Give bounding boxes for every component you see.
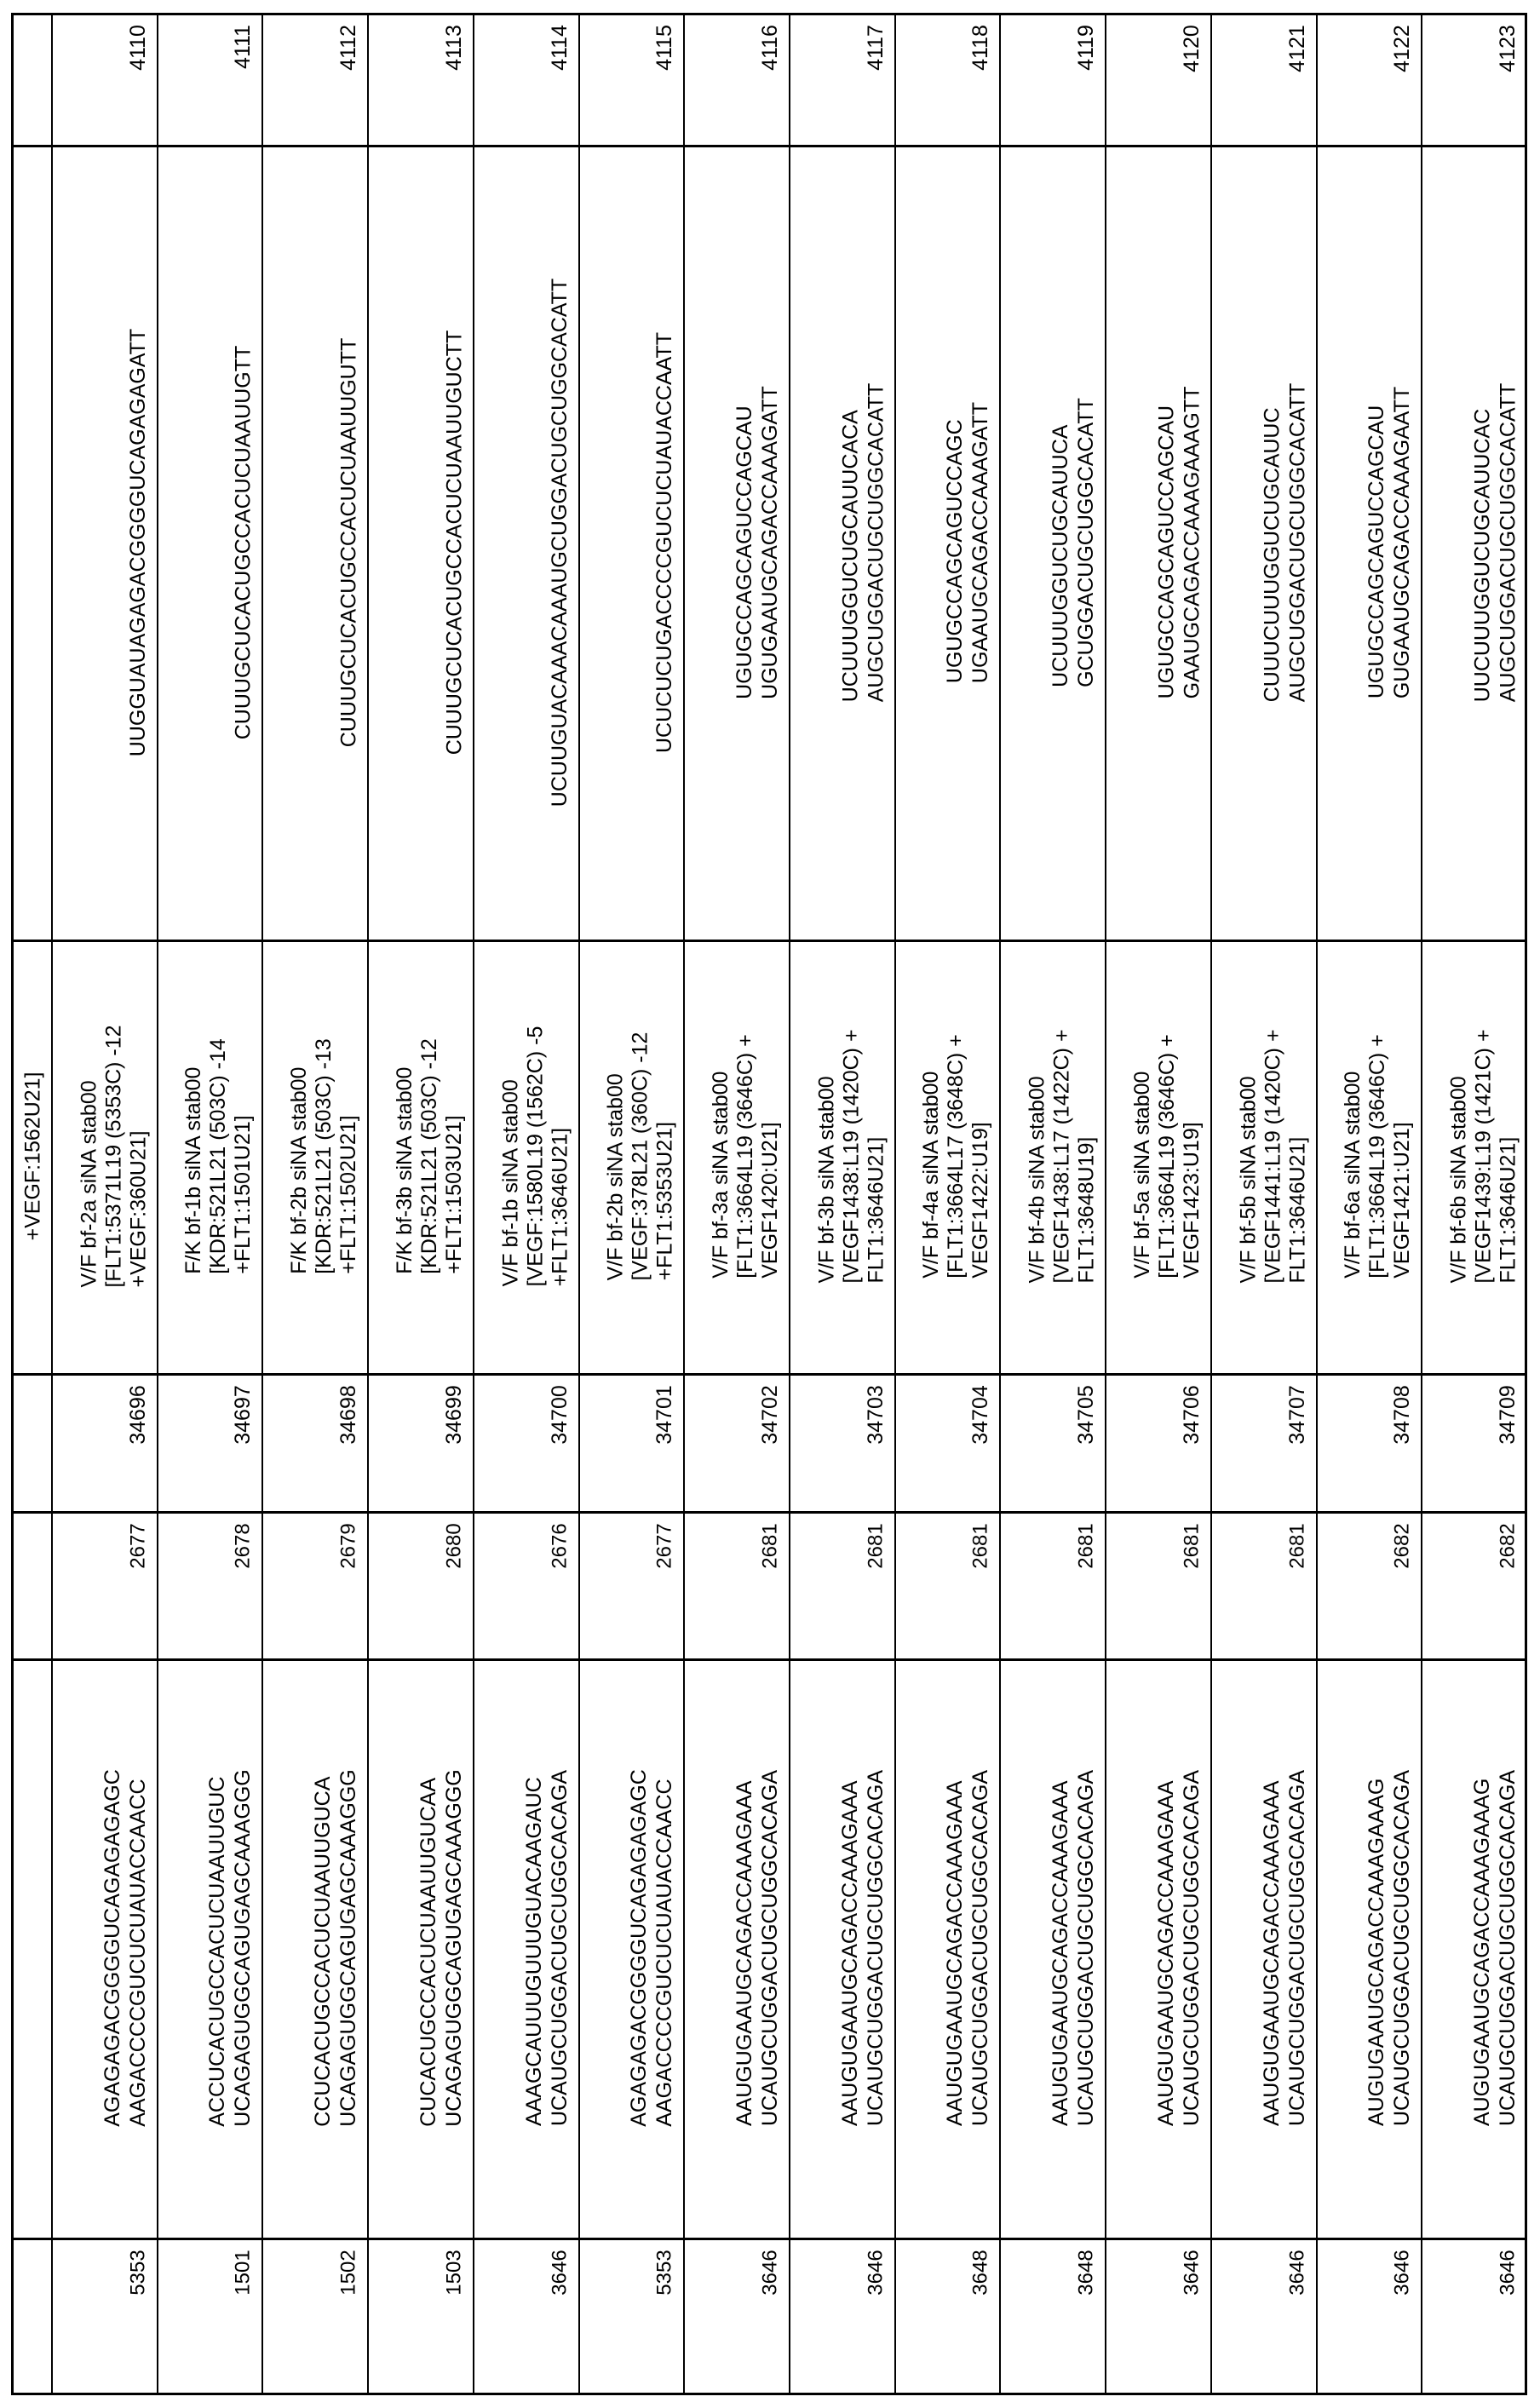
position-1: 3648 [1074,2249,1098,2296]
compound-id-cell [790,1373,895,1511]
construct-label-cell [1000,940,1106,1373]
construct-label-cell [684,940,790,1373]
sirna-sequence: UUGGUAUAGAGACGGGGUCAGAGAGATT [126,328,151,756]
label-continuation: +VEGF:1562U21] [20,1072,45,1241]
sirna-sequence: UGUGCCAGCAGUCCAGCAU GUGAAUGCAGACCAAAGAATT [1365,386,1415,698]
seq-id: 4117 [863,25,888,71]
position-2-cell [262,1511,368,1658]
position-2-cell [684,1511,790,1658]
seq-id: 4119 [1073,25,1098,71]
position-2-cell [158,1511,262,1658]
construct-label-cell [1211,940,1317,1373]
position-2: 2681 [1180,1522,1204,1569]
sirna-sequence: UCUCUCUGACCCCGUCUCUAUACCAATT [652,331,676,753]
position-1: 3646 [1496,2249,1520,2296]
position-2-cell [790,1511,895,1658]
position-1-cell [368,2238,474,2395]
position-1-cell [1211,2238,1317,2395]
target-sequence: AUGUGAAUGCAGACCAAAGAAAG UCAUGCUGGACUGCUGGCACAGA [1365,1769,1415,2127]
seq-id-cell [1422,13,1527,145]
construct-label-cell [1317,940,1422,1373]
seq-id: 4111 [230,25,255,69]
sirna-sequence: UCUUUGGUCUGCAUUCACA AUGCUGGACUGCUGGCACATT [837,382,888,702]
sirna-sequence-cell [1000,145,1106,940]
target-sequence-cell [1000,1658,1106,2238]
sirna-sequence: UUCUUUGGUCUGCAUUCAC AUGCUGGACUGCUGGCACATT [1469,382,1520,702]
compound-id: 34698 [336,1385,360,1445]
seq-id: 4114 [547,25,572,71]
sirna-sequence-cell [368,145,474,940]
sirna-sequence-cell [474,145,579,940]
seq-id: 4112 [336,25,360,71]
compound-id-cell [262,1373,368,1511]
position-1-cell [1422,2238,1527,2395]
seq-id-cell [895,13,1000,145]
seq-id-cell [684,13,790,145]
position-2: 2677 [126,1522,150,1569]
sirna-sequence-cell [579,145,684,940]
seq-id: 4123 [1495,25,1520,72]
compound-id-cell [1211,1373,1317,1511]
position-1-cell [579,2238,684,2395]
construct-label: V/F bf-4a siNA stab00 [FLT1:3664L17 (3648C) + VEGF1422:U19] [918,1034,992,1279]
position-2-cell [579,1511,684,1658]
target-sequence-cell [1422,1658,1527,2238]
seq-id: 4113 [441,25,466,71]
position-2-cell [1317,1511,1422,1658]
seq-id-cell [790,13,895,145]
sirna-sequence-cell [895,145,1000,940]
target-sequence: AAUGUGAAUGCAGACCAAAGAAA UCAUGCUGGACUGCUGGCACAGA [733,1769,783,2127]
compound-id-cell [474,1373,579,1511]
position-2: 2682 [1390,1522,1414,1569]
target-sequence: AUGUGAAUGCAGACCAAAGAAAG UCAUGCUGGACUGCUGGCACAGA [1470,1769,1520,2127]
position-1: 1503 [442,2249,466,2296]
construct-label-cell [158,940,262,1373]
position-2-cell [1422,1511,1527,1658]
construct-label: V/F bf-1b siNA stab00 [VEGF:1580L19 (1562C) -5 +FLT1:3646U21] [497,1026,572,1287]
position-1-cell [1000,2238,1106,2395]
construct-label: V/F bf-2a siNA stab00 [FLT1:5371L19 (5353C) -12 +VEGF:360U21] [77,1025,151,1288]
seq-id-cell [1317,13,1422,145]
sirna-sequence: CUUUGCUCACUGCCACUCUAAUUGUCTT [441,330,466,755]
compound-id: 34704 [968,1385,992,1445]
compound-id-cell [579,1373,684,1511]
seq-id: 4122 [1389,25,1414,72]
seq-id-cell [579,13,684,145]
sirna-sequence: UCUUGUACAAACAAAUGCUGGACUGCUGGCACATT [548,278,572,807]
target-sequence-cell [579,1658,684,2238]
sirna-sequence-cell [1317,145,1422,940]
position-2: 2681 [1074,1522,1098,1569]
position-1: 3648 [968,2249,992,2296]
construct-label-cell [368,940,474,1373]
position-1: 3646 [864,2249,888,2296]
target-sequence-cell [474,1658,579,2238]
target-sequence: AAUGUGAAUGCAGACCAAAGAAA UCAUGCUGGACUGCUGGCACAGA [1260,1769,1310,2127]
compound-id: 34702 [757,1385,782,1445]
position-2: 2676 [548,1522,572,1569]
position-1-cell [895,2238,1000,2395]
construct-label: V/F bf-3b siNA stab00 [VEGF1438:L19 (1420C) + FLT1:3646U21] [814,1029,888,1284]
construct-label-cell [1106,940,1211,1373]
target-sequence: AGAGAGACGGGGUCAGAGAGAGC AAGACCCCGUCUCUAUACCAACC [626,1769,676,2127]
compound-id: 34699 [441,1385,466,1445]
position-1: 3646 [1390,2249,1414,2296]
seq-id-cell [368,13,474,145]
target-sequence-cell [684,1658,790,2238]
position-1: 3646 [758,2249,782,2296]
target-sequence-cell [1106,1658,1211,2238]
compound-id: 34700 [547,1385,572,1445]
sirna-sequence: UGUGCCAGCAGUCCAGCAU GAAUGCAGACCAAAGAAAGTT [1153,386,1204,698]
compound-id: 34697 [230,1385,255,1445]
compound-id: 34707 [1284,1385,1309,1445]
seq-id: 4116 [757,25,782,71]
position-1-cell [1106,2238,1211,2395]
position-2: 2681 [968,1522,992,1569]
construct-label: V/F bf-6a siNA stab00 [FLT1:3664L19 (3646C) + VEGF1421:U21] [1340,1034,1414,1279]
position-1: 3646 [548,2249,572,2296]
construct-label-cell [52,940,158,1373]
construct-label: V/F bf-4b siNA stab00 [VEGF1438:L17 (1422C) + FLT1:3648U19] [1025,1029,1099,1284]
construct-label-cell [579,940,684,1373]
position-1-cell [158,2238,262,2395]
seq-id: 4110 [125,25,150,71]
position-2: 2681 [758,1522,782,1569]
target-sequence-cell [262,1658,368,2238]
construct-label: V/F bf-5a siNA stab00 [FLT1:3664L19 (3646C) + VEGF1423:U19] [1129,1034,1204,1279]
sirna-sequence: CUUUGCUCACUGCCACUCUAAUUGTT [230,345,255,739]
sirna-sequence: CUUUCUUUGGUCUGCAUUC AUGCUGGACUGCUGGCACATT [1259,382,1309,702]
seq-id-cell [158,13,262,145]
sirna-sequence-cell [262,145,368,940]
sirna-sequence-cell [158,145,262,940]
position-1: 5353 [126,2249,150,2296]
target-sequence: CCUCACUGCCACUCUAAUUGUCA UCAGAGUGGCAGUGAGCAAAGGG [310,1769,360,2127]
target-sequence: AAUGUGAAUGCAGACCAAAGAAA UCAUGCUGGACUGCUGGCACAGA [1049,1769,1099,2127]
position-1-cell [52,2238,158,2395]
compound-id-cell [684,1373,790,1511]
position-1-cell [474,2238,579,2395]
construct-label: F/K bf-3b siNA stab00 [KDR:521L21 (503C) -12 +FLT1:1503U21] [392,1038,466,1274]
position-1-cell [684,2238,790,2395]
target-sequence-cell [1317,1658,1422,2238]
position-2-cell [1211,1511,1317,1658]
compound-id-cell [1317,1373,1422,1511]
sirna-sequence-cell [1211,145,1317,940]
sirna-sequence: UGUGCCAGCAGUCCAGCAU UGUGAAUGCAGACCAAAGATT [732,385,782,699]
position-2-cell [1000,1511,1106,1658]
target-sequence-cell [158,1658,262,2238]
construct-label-cell [1422,940,1527,1373]
compound-id-cell [1106,1373,1211,1511]
position-1-cell [262,2238,368,2395]
construct-label: V/F bf-2b siNA stab00 [VEGF:378L21 (360C) -12 +FLT1:5353U21] [602,1032,676,1281]
sirna-sequence-cell [684,145,790,940]
target-sequence: AAUGUGAAUGCAGACCAAAGAAA UCAUGCUGGACUGCUGGCACAGA [943,1769,993,2127]
compound-id: 34706 [1179,1385,1204,1445]
position-2: 2679 [336,1522,360,1569]
compound-id-cell [158,1373,262,1511]
construct-label: F/K bf-1b siNA stab00 [KDR:521L21 (503C) -14 +FLT1:1501U21] [181,1038,255,1274]
target-sequence: AAAGCAUUUGUUUGUACAAGAUC UCAUGCUGGACUGCUGGCACAGA [522,1769,572,2127]
construct-label: V/F bf-6b siNA stab00 [VEGF1439:L19 (1421C) + FLT1:3646U21] [1446,1029,1520,1284]
position-1-cell [790,2238,895,2395]
position-2: 2681 [864,1522,888,1569]
compound-id: 34708 [1389,1385,1414,1445]
seq-id-cell [262,13,368,145]
target-sequence: ACCUCACUGCCACUCUAAUUGUC UCAGAGUGGCAGUGAGCAAAGGG [204,1769,255,2127]
sirna-sequence-cell [1106,145,1211,940]
position-2: 2680 [442,1522,466,1569]
target-sequence: AAUGUGAAUGCAGACCAAAGAAA UCAUGCUGGACUGCUGGCACAGA [1154,1769,1204,2127]
compound-id: 34701 [652,1385,676,1445]
position-2-cell [474,1511,579,1658]
seq-id-cell [1106,13,1211,145]
compound-id-cell [52,1373,158,1511]
position-2-cell [52,1511,158,1658]
label-continuation-cell [13,940,52,1373]
construct-label-cell [474,940,579,1373]
compound-id-cell [1422,1373,1527,1511]
position-2: 2677 [652,1522,676,1569]
seq-id: 4121 [1284,25,1309,72]
sirna-sequence: CUUUGCUCACUGCCACUCUAAUUGUTT [336,337,360,747]
position-1: 3646 [1180,2249,1204,2296]
construct-label-cell [790,940,895,1373]
construct-label-cell [895,940,1000,1373]
compound-id: 34705 [1073,1385,1098,1445]
position-2: 2681 [1285,1522,1309,1569]
position-2: 2678 [231,1522,255,1569]
sirna-sequence-cell [52,145,158,940]
target-sequence: CUCACUGCCACUCUAAUUGUCAA UCAGAGUGGCAGUGAGCAAAGGG [416,1769,466,2127]
target-sequence-cell [52,1658,158,2238]
construct-label: V/F bf-3a siNA stab00 [FLT1:3664L19 (3646C) + VEGF1420:U21] [708,1034,782,1279]
position-1: 3646 [1285,2249,1309,2296]
compound-id-cell [895,1373,1000,1511]
seq-id-cell [474,13,579,145]
position-2: 2682 [1496,1522,1520,1569]
construct-label-cell [262,940,368,1373]
position-1-cell [1317,2238,1422,2395]
seq-id: 4115 [652,25,676,71]
target-sequence-cell [790,1658,895,2238]
compound-id: 34709 [1495,1385,1520,1445]
target-sequence: AGAGAGACGGGGUCAGAGAGAGC AAGACCCCGUCUCUAUACCAACC [100,1769,150,2127]
target-sequence-cell [1211,1658,1317,2238]
target-sequence: AAUGUGAAUGCAGACCAAAGAAA UCAUGCUGGACUGCUGGCACAGA [838,1769,888,2127]
sirna-sequence-cell [790,145,895,940]
seq-id-cell [52,13,158,145]
position-1: 1502 [336,2249,360,2296]
sirna-sequence: UGUGCCAGCAGUCCAGC UGAAUGCAGACCAAAGATT [943,401,993,683]
target-sequence-cell [895,1658,1000,2238]
compound-id-cell [368,1373,474,1511]
target-sequence-cell [368,1658,474,2238]
seq-id-cell [1000,13,1106,145]
seq-id-cell [1211,13,1317,145]
position-1: 1501 [231,2249,255,2296]
position-1: 5353 [652,2249,676,2296]
seq-id: 4118 [968,25,992,71]
compound-id-cell [1000,1373,1106,1511]
construct-label: V/F bf-5b siNA stab00 [VEGF1441:L19 (1420C) + FLT1:3646U21] [1236,1029,1310,1284]
sirna-sequence-cell [1422,145,1527,940]
position-2-cell [1106,1511,1211,1658]
position-2-cell [895,1511,1000,1658]
sirna-sequence: UCUUUGGUCUGCAUUCA GCUGGACUGCUGGCACATT [1048,397,1098,687]
seq-id: 4120 [1179,25,1204,72]
compound-id: 34696 [125,1385,150,1445]
position-2-cell [368,1511,474,1658]
construct-label: F/K bf-2b siNA stab00 [KDR:521L21 (503C) -13 +FLT1:1502U21] [286,1038,360,1274]
compound-id: 34703 [863,1385,888,1445]
